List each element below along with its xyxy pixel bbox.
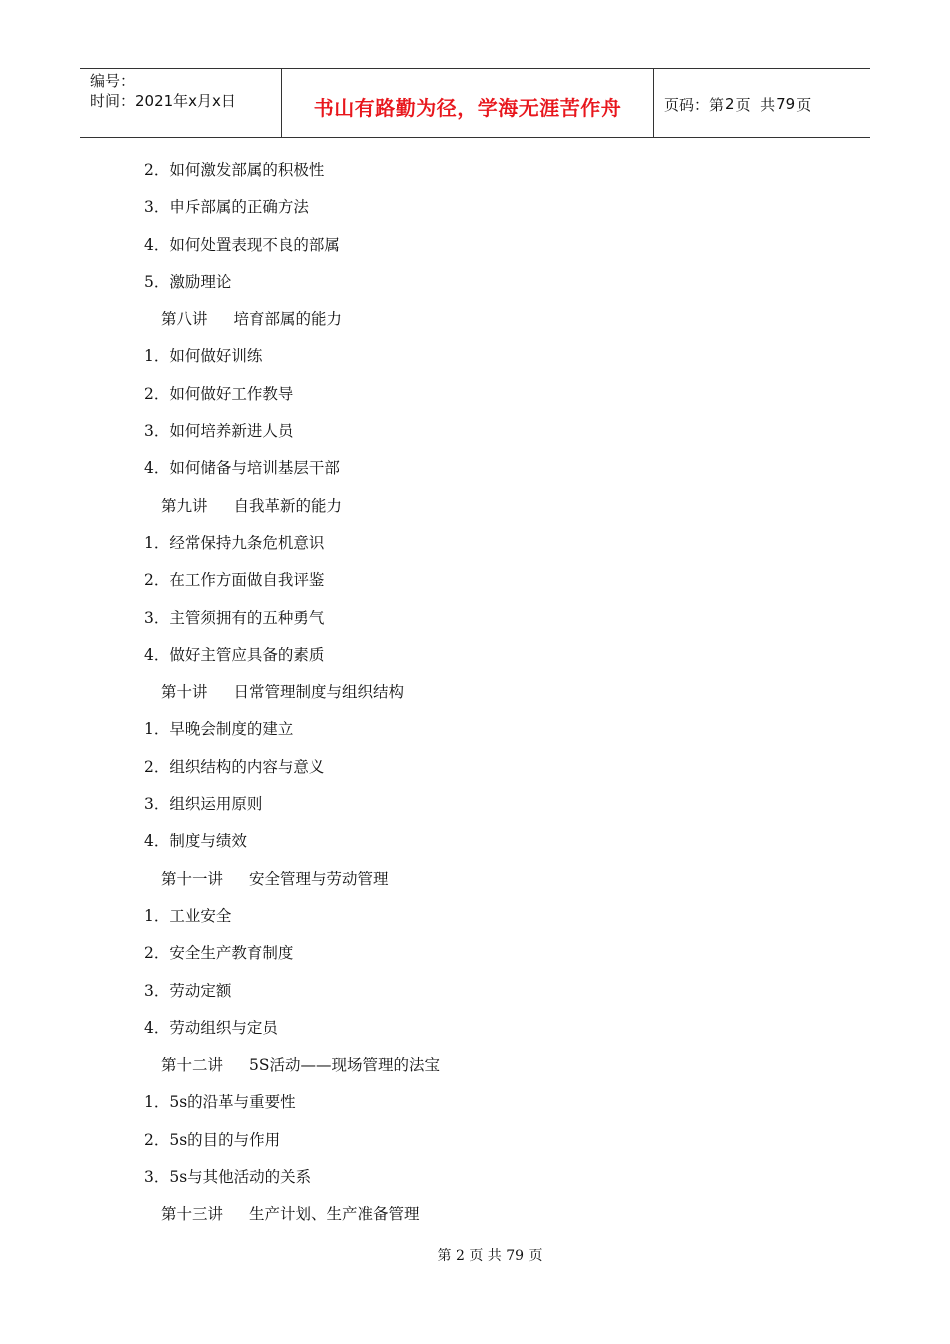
list-item: 2．组织结构的内容与意义 xyxy=(144,757,325,776)
lecture-heading xyxy=(0,861,950,898)
document-body xyxy=(0,152,950,1234)
page-header xyxy=(80,68,870,138)
lecture-title: 安全管理与劳动管理 xyxy=(249,869,389,888)
footer-mid: 页 共 xyxy=(469,1248,502,1264)
list-item: 2．在工作方面做自我评鉴 xyxy=(144,571,325,590)
list-item: 2．如何做好工作教导 xyxy=(144,384,294,403)
document-time-label: 时间：2021年x月x日 xyxy=(90,92,236,110)
list-item: 1．工业安全 xyxy=(144,906,232,925)
header-page-suffix: 页 xyxy=(796,95,812,114)
lecture-title: 日常管理制度与组织结构 xyxy=(233,683,405,702)
footer-total-pages: 79 xyxy=(506,1248,525,1264)
lecture-title: 自我革新的能力 xyxy=(233,496,343,515)
list-item: 5．激励理论 xyxy=(144,272,232,291)
list-item: 3．劳动定额 xyxy=(144,981,232,1000)
list-item: 1．如何做好训练 xyxy=(144,347,263,366)
header-page-prefix: 页码：第 xyxy=(664,95,725,114)
list-item: 3．如何培养新进人员 xyxy=(144,422,294,441)
lecture-title: 培育部属的能力 xyxy=(233,310,343,329)
lecture-heading xyxy=(0,301,950,338)
list-item: 1．经常保持九条危机意识 xyxy=(144,533,325,552)
header-page-info xyxy=(654,69,870,137)
lecture-title: 生产计划、生产准备管理 xyxy=(249,1205,420,1224)
list-item: 1．早晚会制度的建立 xyxy=(144,720,294,739)
lecture-number: 第八讲 xyxy=(161,310,208,329)
list-item: 4．如何储备与培训基层干部 xyxy=(144,459,340,478)
list-item: 2．5s的目的与作用 xyxy=(144,1130,281,1149)
footer-prefix: 第 xyxy=(437,1248,452,1264)
lecture-number: 第十三讲 xyxy=(161,1205,224,1224)
lecture-heading xyxy=(0,674,950,711)
list-item: 2．安全生产教育制度 xyxy=(144,944,294,963)
lecture-heading xyxy=(0,488,950,525)
lecture-heading xyxy=(0,1196,950,1233)
header-page-mid: 页 共 xyxy=(735,95,776,114)
lecture-title: 5S活动——现场管理的法宝 xyxy=(249,1056,440,1075)
list-item: 3．5s与其他活动的关系 xyxy=(144,1168,312,1187)
list-item: 4．做好主管应具备的素质 xyxy=(144,645,325,664)
page-footer xyxy=(0,1245,950,1265)
lecture-number: 第十二讲 xyxy=(161,1056,224,1075)
list-item: 4．制度与绩效 xyxy=(144,832,247,851)
list-item: 4．如何处置表现不良的部属 xyxy=(144,235,340,254)
header-page-current: 2 xyxy=(725,95,735,113)
list-item: 2．如何激发部属的积极性 xyxy=(144,161,325,179)
lecture-number: 第九讲 xyxy=(161,496,208,515)
header-motto: 书山有路勤为径，学海无涯苦作舟 xyxy=(282,69,654,137)
header-page-total: 79 xyxy=(776,95,796,113)
lecture-number: 第十讲 xyxy=(161,683,208,702)
list-item: 1．5s的沿革与重要性 xyxy=(144,1093,296,1112)
list-item: 3．申斥部属的正确方法 xyxy=(144,198,309,217)
list-item: 3．主管须拥有的五种勇气 xyxy=(144,608,325,627)
lecture-number: 第十一讲 xyxy=(161,869,224,888)
footer-current-page: 2 xyxy=(455,1248,465,1264)
list-item: 4．劳动组织与定员 xyxy=(144,1018,278,1037)
lecture-heading xyxy=(0,1047,950,1084)
list-item: 3．组织运用原则 xyxy=(144,795,263,814)
footer-suffix: 页 xyxy=(528,1248,543,1264)
document-number-label: 编号： xyxy=(90,72,136,90)
header-meta xyxy=(80,69,282,137)
